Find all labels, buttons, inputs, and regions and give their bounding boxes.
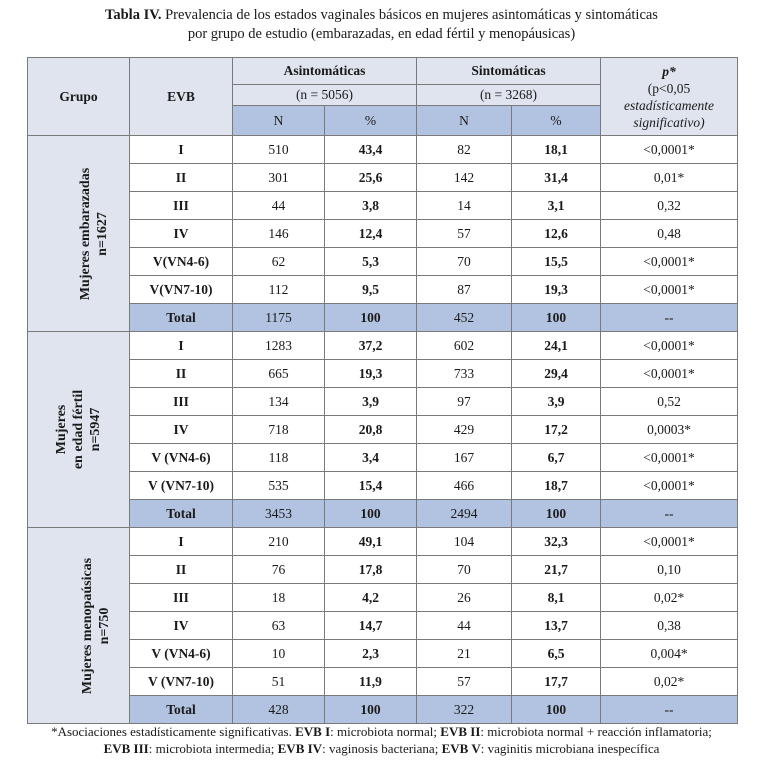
sint-pct-cell: 17,2 [512, 416, 601, 444]
asint-n-cell: 112 [233, 276, 325, 304]
header-sint-N: N [417, 106, 512, 136]
group-label-embarazadas [28, 136, 130, 332]
asint-n-cell: 1283 [233, 332, 325, 360]
total-row [28, 696, 738, 724]
header-p-value [601, 58, 738, 136]
sint-n-cell: 14 [417, 192, 512, 220]
p-cell: <0,0001* [601, 360, 738, 388]
group-label-menopausicas [28, 528, 130, 724]
asint-n-cell: 535 [233, 472, 325, 500]
header-evb: EVB [130, 58, 233, 136]
evb-cell: I [130, 136, 233, 164]
footnote-text: : microbiota intermedia; [148, 741, 278, 756]
asint-pct-cell: 14,7 [325, 612, 417, 640]
asint-pct-cell: 2,3 [325, 640, 417, 668]
sint-pct-cell: 31,4 [512, 164, 601, 192]
sint-n-cell: 21 [417, 640, 512, 668]
p-cell: <0,0001* [601, 444, 738, 472]
asint-pct-cell: 4,2 [325, 584, 417, 612]
asint-n-cell: 63 [233, 612, 325, 640]
evb-cell: V (VN4-6) [130, 444, 233, 472]
p-cell: 0,10 [601, 556, 738, 584]
group-name-line-1: Mujeres [53, 404, 69, 455]
caption-text-1: Prevalencia de los estados vaginales básicos en mujeres asintomáticas y sintomáticas [161, 7, 658, 23]
evb-cell: IV [130, 612, 233, 640]
footnote-term: EVB II [440, 724, 481, 739]
evb-cell: Total [130, 304, 233, 332]
evb-cell: V(VN4-6) [130, 248, 233, 276]
evb-cell: V (VN7-10) [130, 668, 233, 696]
p-cell: <0,0001* [601, 472, 738, 500]
sint-pct-cell: 32,3 [512, 528, 601, 556]
asint-pct-cell: 15,4 [325, 472, 417, 500]
asint-n-cell: 10 [233, 640, 325, 668]
group-n: n=5947 [87, 407, 103, 452]
evb-cell: III [130, 584, 233, 612]
sint-pct-cell: 3,9 [512, 388, 601, 416]
group-name: Mujeres menopaúsicas [80, 557, 96, 694]
asint-pct-cell: 9,5 [325, 276, 417, 304]
sint-n-cell: 602 [417, 332, 512, 360]
table-row [28, 640, 738, 668]
table-row [28, 192, 738, 220]
sint-n-cell: 26 [417, 584, 512, 612]
p-cell: -- [601, 500, 738, 528]
sint-n-cell: 82 [417, 136, 512, 164]
p-cell: 0,004* [601, 640, 738, 668]
sint-pct-cell: 3,1 [512, 192, 601, 220]
evb-cell: Total [130, 500, 233, 528]
group-name-line-2: en edad fértil [70, 389, 86, 470]
asint-n-cell: 134 [233, 388, 325, 416]
group-name: Mujeres embarazadas [78, 167, 94, 300]
sint-pct-cell: 6,7 [512, 444, 601, 472]
asint-n-cell: 146 [233, 220, 325, 248]
group-n: n=1627 [95, 211, 111, 256]
evb-cell: V(VN7-10) [130, 276, 233, 304]
asint-n-cell: 428 [233, 696, 325, 724]
table-caption [0, 6, 763, 44]
evb-cell: III [130, 388, 233, 416]
asint-pct-cell: 19,3 [325, 360, 417, 388]
asint-n-cell: 3453 [233, 500, 325, 528]
asint-n-cell: 510 [233, 136, 325, 164]
sint-pct-cell: 100 [512, 500, 601, 528]
p-cell: 0,0003* [601, 416, 738, 444]
p-cell: 0,48 [601, 220, 738, 248]
sint-n-cell: 44 [417, 612, 512, 640]
group-label-text [77, 167, 111, 299]
header-asint-n: (n = 5056) [233, 85, 417, 106]
p-cell: 0,32 [601, 192, 738, 220]
p-cell: <0,0001* [601, 528, 738, 556]
p-line-3: estadísticamente [624, 97, 714, 113]
total-row [28, 500, 738, 528]
sint-n-cell: 452 [417, 304, 512, 332]
footnote-term: EVB IV [277, 741, 323, 756]
asint-pct-cell: 11,9 [325, 668, 417, 696]
sint-n-cell: 70 [417, 248, 512, 276]
asint-pct-cell: 3,4 [325, 444, 417, 472]
footnote-term: EVB I [295, 724, 331, 739]
sint-n-cell: 57 [417, 220, 512, 248]
sint-pct-cell: 19,3 [512, 276, 601, 304]
footnote-term: EVB III [103, 741, 149, 756]
sint-pct-cell: 17,7 [512, 668, 601, 696]
header-sintomaticas: Sintomáticas [417, 58, 601, 85]
asint-pct-cell: 100 [325, 696, 417, 724]
table-row [28, 388, 738, 416]
table-row [28, 528, 738, 556]
footnote-line-1 [0, 723, 763, 740]
evb-cell: IV [130, 416, 233, 444]
header-asint-N: N [233, 106, 325, 136]
asint-pct-cell: 3,8 [325, 192, 417, 220]
asint-n-cell: 665 [233, 360, 325, 388]
p-cell: 0,02* [601, 668, 738, 696]
asint-n-cell: 210 [233, 528, 325, 556]
footnote-line-2 [0, 740, 763, 757]
p-cell: <0,0001* [601, 332, 738, 360]
evb-cell: II [130, 556, 233, 584]
sint-pct-cell: 18,1 [512, 136, 601, 164]
sint-n-cell: 87 [417, 276, 512, 304]
evb-cell: I [130, 332, 233, 360]
table-row [28, 136, 738, 164]
table-row [28, 276, 738, 304]
table-row [28, 612, 738, 640]
table-row [28, 444, 738, 472]
table-row [28, 556, 738, 584]
group-label-text [53, 390, 104, 469]
asint-n-cell: 718 [233, 416, 325, 444]
table-row [28, 584, 738, 612]
sint-n-cell: 97 [417, 388, 512, 416]
asint-n-cell: 118 [233, 444, 325, 472]
asint-pct-cell: 100 [325, 500, 417, 528]
sint-n-cell: 57 [417, 668, 512, 696]
table-row [28, 668, 738, 696]
table-row [28, 472, 738, 500]
table-row [28, 332, 738, 360]
p-line-4: significativo) [633, 114, 705, 130]
sint-n-cell: 733 [417, 360, 512, 388]
p-cell: 0,01* [601, 164, 738, 192]
header-grupo: Grupo [28, 58, 130, 136]
p-title: p* [662, 63, 676, 79]
p-cell: 0,38 [601, 612, 738, 640]
sint-pct-cell: 24,1 [512, 332, 601, 360]
p-cell: <0,0001* [601, 136, 738, 164]
evb-cell: IV [130, 220, 233, 248]
sint-n-cell: 2494 [417, 500, 512, 528]
footnote-text: : vaginosis bacteriana; [322, 741, 442, 756]
sint-n-cell: 70 [417, 556, 512, 584]
sint-n-cell: 322 [417, 696, 512, 724]
asint-pct-cell: 5,3 [325, 248, 417, 276]
evb-cell: I [130, 528, 233, 556]
asint-pct-cell: 43,4 [325, 136, 417, 164]
caption-line-2: por grupo de estudio (embarazadas, en edad fértil y menopáusicas) [187, 26, 576, 42]
asint-n-cell: 51 [233, 668, 325, 696]
asint-n-cell: 301 [233, 164, 325, 192]
asint-pct-cell: 17,8 [325, 556, 417, 584]
p-cell: 0,52 [601, 388, 738, 416]
sint-n-cell: 466 [417, 472, 512, 500]
asint-n-cell: 18 [233, 584, 325, 612]
caption-line-1 [0, 6, 763, 25]
sint-pct-cell: 100 [512, 696, 601, 724]
sint-pct-cell: 21,7 [512, 556, 601, 584]
footnote-text: : vaginitis microbiana inespecífica [480, 741, 660, 756]
sint-n-cell: 142 [417, 164, 512, 192]
asint-pct-cell: 12,4 [325, 220, 417, 248]
sint-pct-cell: 13,7 [512, 612, 601, 640]
p-line-2-text: (p<0,05 [647, 80, 691, 96]
sint-n-cell: 429 [417, 416, 512, 444]
table-row [28, 360, 738, 388]
p-cell: 0,02* [601, 584, 738, 612]
asint-n-cell: 62 [233, 248, 325, 276]
header-asint-pct: % [325, 106, 417, 136]
group-label-text [79, 557, 113, 693]
asint-pct-cell: 49,1 [325, 528, 417, 556]
p-cell: <0,0001* [601, 276, 738, 304]
footnote-term: EVB V [441, 741, 481, 756]
footnote-text: *Asociaciones estadísticamente significativas. [51, 724, 296, 739]
p-line-2 [601, 80, 737, 97]
evb-cell: III [130, 192, 233, 220]
evb-cell: Total [130, 696, 233, 724]
sint-pct-cell: 12,6 [512, 220, 601, 248]
sint-n-cell: 167 [417, 444, 512, 472]
p-cell: <0,0001* [601, 248, 738, 276]
evb-cell: V (VN7-10) [130, 472, 233, 500]
footnote-text: : microbiota normal; [330, 724, 441, 739]
asint-pct-cell: 20,8 [325, 416, 417, 444]
header-sint-pct: % [512, 106, 601, 136]
sint-pct-cell: 100 [512, 304, 601, 332]
group-label-edad-fertil [28, 332, 130, 528]
asint-pct-cell: 3,9 [325, 388, 417, 416]
caption-label: Tabla IV. [105, 7, 162, 23]
table-row [28, 164, 738, 192]
evb-cell: V (VN4-6) [130, 640, 233, 668]
sint-n-cell: 104 [417, 528, 512, 556]
asint-n-cell: 76 [233, 556, 325, 584]
sint-pct-cell: 29,4 [512, 360, 601, 388]
table-row [28, 416, 738, 444]
sint-pct-cell: 8,1 [512, 584, 601, 612]
sint-pct-cell: 15,5 [512, 248, 601, 276]
header-asintomaticas: Asintomáticas [233, 58, 417, 85]
table-row [28, 220, 738, 248]
footnote-text: : microbiota normal + reacción inflamatoria; [480, 724, 712, 739]
evb-cell: II [130, 164, 233, 192]
p-cell: -- [601, 696, 738, 724]
footnote [0, 723, 763, 757]
asint-pct-cell: 37,2 [325, 332, 417, 360]
sint-pct-cell: 6,5 [512, 640, 601, 668]
sint-pct-cell: 18,7 [512, 472, 601, 500]
asint-n-cell: 1175 [233, 304, 325, 332]
asint-n-cell: 44 [233, 192, 325, 220]
header-sint-n: (n = 3268) [417, 85, 601, 106]
total-row [28, 304, 738, 332]
asint-pct-cell: 100 [325, 304, 417, 332]
group-n: n=750 [97, 607, 113, 644]
evb-cell: II [130, 360, 233, 388]
table-row [28, 248, 738, 276]
prevalence-table [27, 57, 738, 724]
asint-pct-cell: 25,6 [325, 164, 417, 192]
p-cell: -- [601, 304, 738, 332]
